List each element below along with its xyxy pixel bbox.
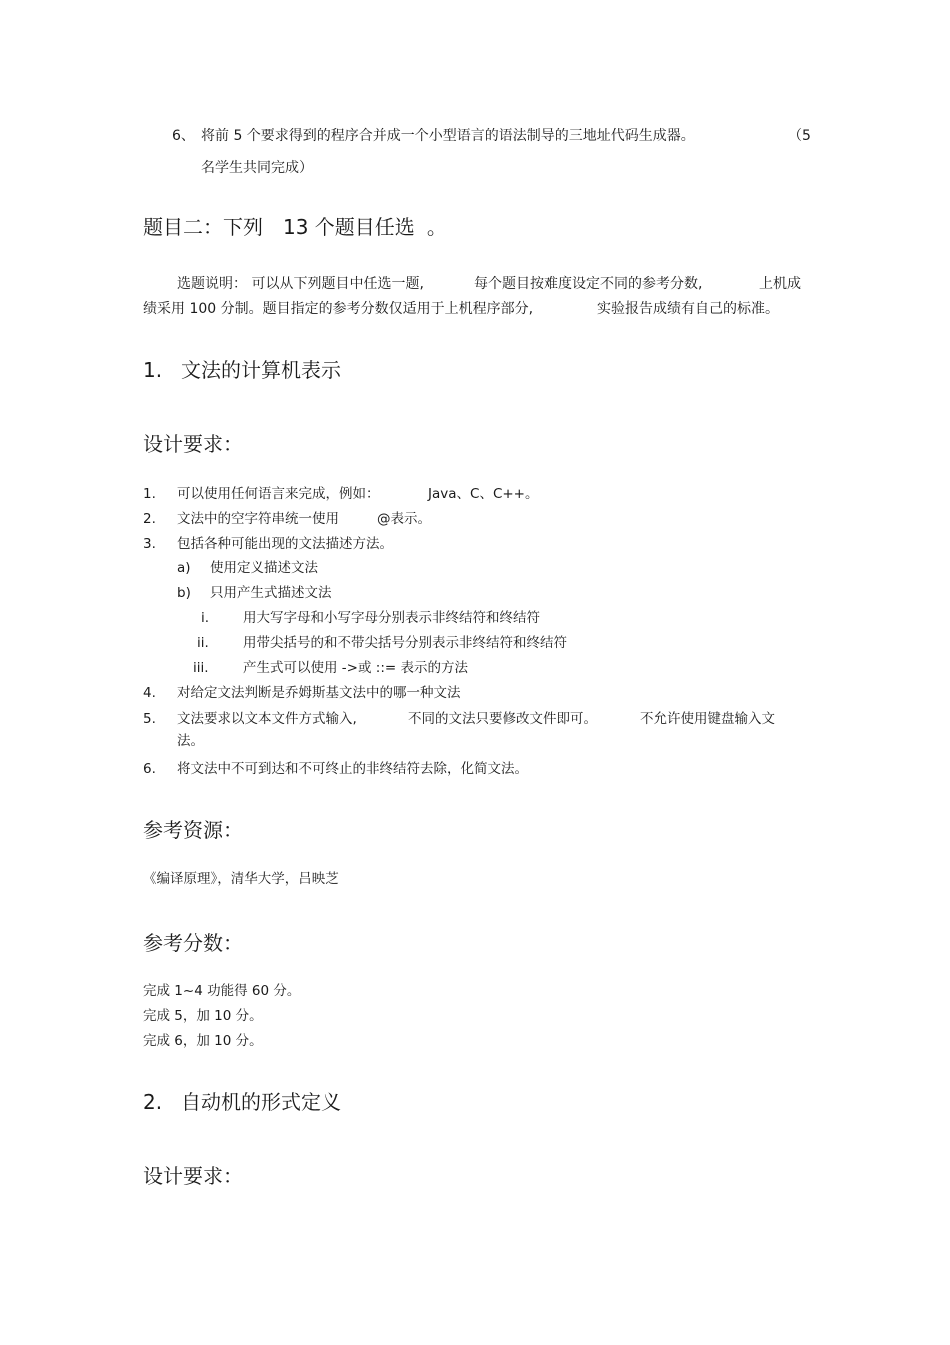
- req-number: 3.: [143, 536, 156, 552]
- req-text: 文法要求以文本文件方式输入,: [177, 711, 357, 727]
- score-line: 完成 6，加 10 分。: [143, 1033, 263, 1049]
- reference-resources-heading: 参考资源：: [143, 818, 243, 842]
- topic2-title: 自动机的形式定义: [181, 1090, 341, 1114]
- design-requirements-heading: 设计要求：: [143, 432, 243, 456]
- section-title-part1: 题目二：下列: [143, 215, 263, 239]
- list-number: 6、: [172, 128, 195, 144]
- req-number: 6.: [143, 761, 156, 777]
- sub-text: 使用定义描述文法: [210, 560, 318, 576]
- section-title: [143, 214, 447, 240]
- req-text: 将文法中不可到达和不可终止的非终结符去除，化简文法。: [177, 761, 528, 777]
- roman-text: 用带尖括号的和不带尖括号分别表示非终结符和终结符: [243, 635, 567, 651]
- list-item-note: （5: [788, 128, 811, 144]
- instructions-line2-b: 实验报告成绩有自己的标准。: [597, 301, 779, 317]
- topic1-number: 1.: [143, 358, 163, 382]
- req-number: 4.: [143, 685, 156, 701]
- score-line: 完成 5，加 10 分。: [143, 1008, 263, 1024]
- instructions-line2-a: 绩采用 100 分制。题目指定的参考分数仅适用于上机程序部分,: [143, 301, 534, 317]
- req-number: 5.: [143, 711, 156, 727]
- roman-number: i.: [201, 610, 210, 626]
- sub-text: 只用产生式描述文法: [210, 585, 332, 601]
- list-item-text: 将前 5 个要求得到的程序合并成一个小型语言的语法制导的三地址代码生成器。: [201, 128, 695, 144]
- req-text-wrap: 法。: [177, 733, 204, 749]
- req-text-cont: 不同的文法只要修改文件即可。: [408, 711, 597, 727]
- sub-number: b): [177, 585, 191, 601]
- roman-text: 用大写字母和小写字母分别表示非终结符和终结符: [243, 610, 540, 626]
- section-title-part3: 。: [426, 215, 447, 239]
- req-text: 可以使用任何语言来完成，例如：: [177, 486, 380, 502]
- req-number: 2.: [143, 511, 156, 527]
- design-requirements-heading-2: 设计要求：: [143, 1164, 243, 1188]
- req-text: 包括各种可能出现的文法描述方法。: [177, 536, 393, 552]
- req-text: 文法中的空字符串统一使用: [177, 511, 339, 527]
- reference-resources-text: 《编译原理》，清华大学，吕映芝: [143, 871, 339, 887]
- list-item-note-cont: 名学生共同完成）: [201, 160, 313, 176]
- reference-score-heading: 参考分数：: [143, 931, 243, 955]
- topic1-title: 文法的计算机表示: [181, 358, 341, 382]
- instructions-line1-b: 每个题目按难度设定不同的参考分数,: [474, 276, 703, 292]
- req-text: 对给定文法判断是乔姆斯基文法中的哪一种文法: [177, 685, 461, 701]
- sub-number: a): [177, 560, 191, 576]
- req-number: 1.: [143, 486, 156, 502]
- instructions-line1-a: 选题说明： 可以从下列题目中任选一题,: [177, 276, 424, 292]
- topic2-number: 2.: [143, 1090, 163, 1114]
- roman-text: 产生式可以使用 ->或 ::= 表示的方法: [243, 660, 468, 676]
- section-title-part2: 13 个题目任选: [283, 215, 415, 239]
- req-text-cont: 不允许使用键盘输入文: [640, 711, 775, 727]
- instructions-line1-c: 上机成: [759, 276, 801, 292]
- roman-number: ii.: [197, 635, 209, 651]
- req-text-cont: Java、C、C++。: [428, 486, 539, 502]
- score-line: 完成 1~4 功能得 60 分。: [143, 983, 301, 999]
- req-text-cont: @表示。: [377, 511, 431, 527]
- roman-number: iii.: [193, 660, 209, 676]
